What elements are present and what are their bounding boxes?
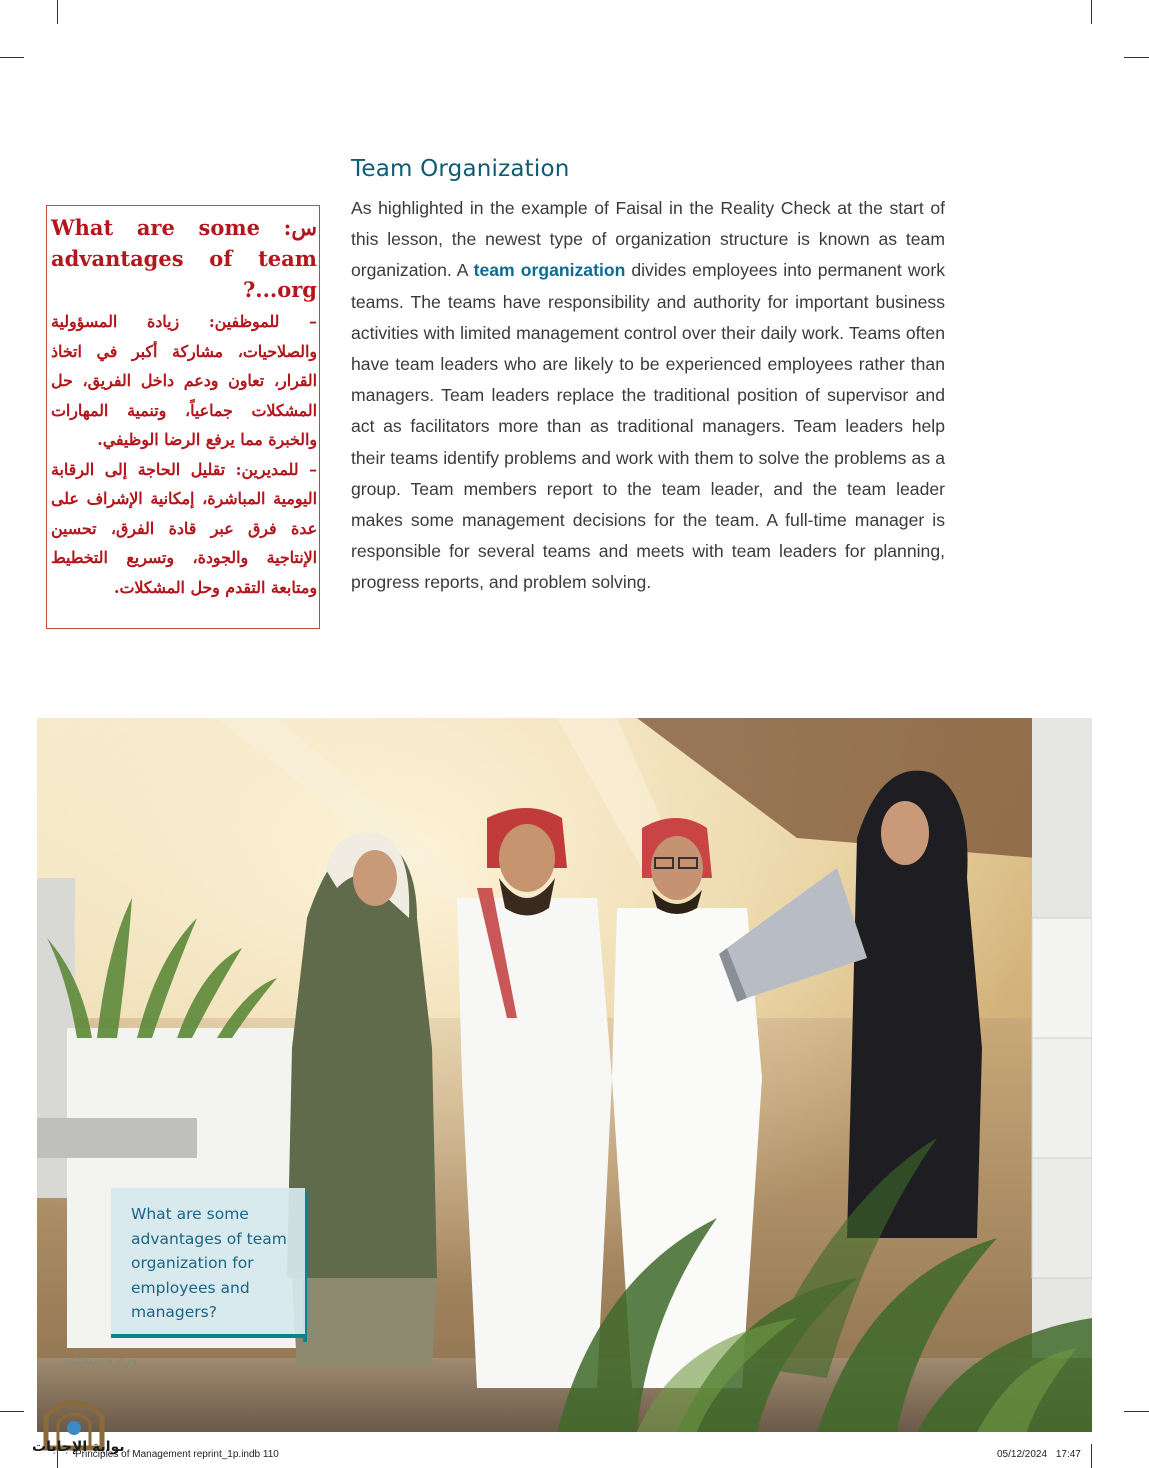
paragraph-text: divides employees into permanent work teams. The teams have responsibility and authority for important business activities with limited management control over their daily work. Teams often have team leaders who are likely to be experienced employees rather than managers. Team leaders replace the traditional position of supervisor and act as facilitators more than as traditional managers. Team leaders help their teams identify problems and work with them to solve the problems as a group. Team members report to the team leader, and the team leader makes some management decisions for the team. A full-time manager is responsible for several teams and meets with team leaders for planning, progress reports, and problem solving. (351, 260, 946, 593)
paragraph-text: As highlighted in the example of Faisal in the Reality Check at the start of this lesson, the newest type of organization structure is known as team organization. A (351, 198, 945, 281)
section-paragraph (351, 193, 945, 599)
photo-caption-question: What are some advantages of team organization for employees and managers? (111, 1188, 305, 1338)
crop-mark (1124, 57, 1149, 58)
key-term: team organization (473, 260, 626, 281)
footer-file-label: Principles of Management reprint_1p.indb 110 (75, 1449, 279, 1460)
crop-mark (1091, 1444, 1092, 1468)
section-heading: Team Organization (351, 156, 570, 182)
crop-mark (1091, 0, 1092, 24)
crop-mark (0, 57, 24, 58)
ministry-watermark: وزارة التعليم (64, 1352, 138, 1368)
crop-mark (0, 1411, 24, 1412)
answer-question: س: What are some advantages of team ?...org (51, 215, 317, 302)
handwritten-answer-note (46, 205, 320, 629)
answer-employees: – للموظفين: زيادة المسؤولية والصلاحيات، مشاركة أكبر في اتخاذ القرار، تعاون ودعم داخل الفريق، حل المشكلات جماعياً، وتنمية المهارات والخبرة مما يرفع الرضا الوظيفي. (51, 312, 317, 449)
crop-mark (57, 0, 58, 24)
site-logo-text: بوابة الإجابات (32, 1439, 125, 1455)
footer-date-time: 05/12/2024 17:47 (997, 1449, 1081, 1460)
answer-managers: – للمديرين: تقليل الحاجة إلى الرقابة اليومية المباشرة، إمكانية الإشراف على عدة فرق عبر قادة الفرق، تحسين الإنتاجية والجودة، وتسريع التخطيط ومتابعة التقدم وحل المشكلات. (51, 459, 317, 597)
crop-mark (1124, 1411, 1149, 1412)
